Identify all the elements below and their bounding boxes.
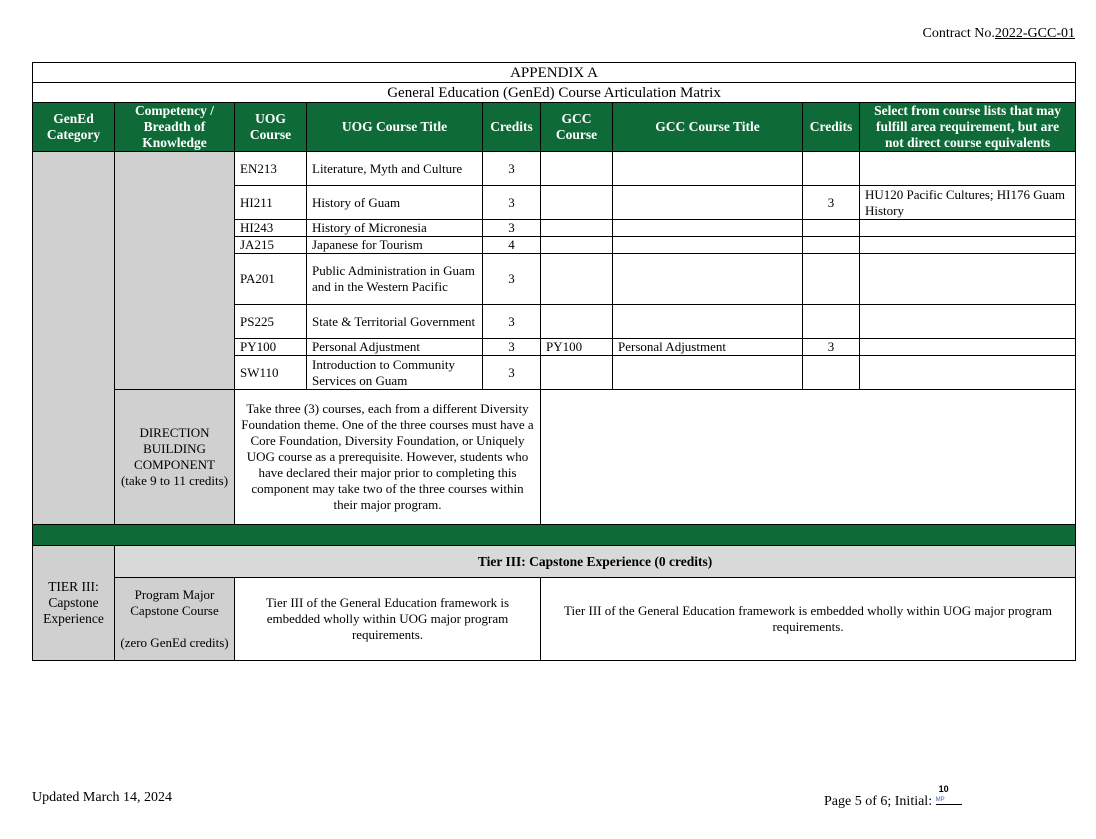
tier3-header-row: [33, 546, 1076, 578]
col-header-uog-title: UOG Course Title: [307, 103, 483, 152]
tier3-competency: [115, 578, 235, 661]
uog-credits: 3: [483, 152, 541, 186]
uog-title: Personal Adjustment: [307, 339, 483, 356]
page-number: [824, 784, 962, 810]
uog-title: History of Micronesia: [307, 220, 483, 237]
page-label: Page 5 of 6; Initial:: [824, 794, 933, 809]
gcc-credits: [803, 237, 860, 254]
initial-field: [935, 784, 962, 805]
col-header-gcc-title: GCC Course Title: [613, 103, 803, 152]
competency-cell: [115, 152, 235, 390]
gcc-credits: [803, 305, 860, 339]
select-list: [860, 254, 1076, 305]
uog-course: EN213: [235, 152, 307, 186]
col-header-gened-category: GenEd Category: [33, 103, 115, 152]
direction-building-label: DIRECTION BUILDING COMPONENT (take 9 to 11 credits): [115, 390, 235, 525]
tier3-uog-text: Tier III of the General Education framework is embedded wholly within UOG major program requirements.: [235, 578, 541, 661]
gcc-course: PY100: [541, 339, 613, 356]
initial-mark: 10: [938, 784, 949, 794]
uog-title: Japanese for Tourism: [307, 237, 483, 254]
gcc-course: [541, 186, 613, 220]
uog-title: History of Guam: [307, 186, 483, 220]
gcc-title: [613, 356, 803, 390]
col-header-gcc-course: GCC Course: [541, 103, 613, 152]
tier3-competency-line2: (zero GenEd credits): [120, 635, 229, 650]
uog-credits: 3: [483, 186, 541, 220]
select-list: [860, 356, 1076, 390]
gcc-course: [541, 220, 613, 237]
gcc-course: [541, 237, 613, 254]
uog-title: Introduction to Community Services on Guam: [307, 356, 483, 390]
appendix-title: APPENDIX A: [33, 63, 1076, 83]
gcc-title: [613, 305, 803, 339]
uog-credits: 3: [483, 356, 541, 390]
uog-title: Literature, Myth and Culture: [307, 152, 483, 186]
gcc-credits: 3: [803, 186, 860, 220]
gened-category-cell: [33, 152, 115, 525]
gcc-course: [541, 305, 613, 339]
gcc-course: [541, 356, 613, 390]
tier3-gcc-text: Tier III of the General Education framework is embedded wholly within UOG major program requirements.: [541, 578, 1076, 661]
gcc-title: Personal Adjustment: [613, 339, 803, 356]
articulation-matrix-table: [32, 62, 1076, 661]
gcc-credits: [803, 254, 860, 305]
gcc-title: [613, 237, 803, 254]
gcc-credits: [803, 220, 860, 237]
select-list: [860, 220, 1076, 237]
uog-title: State & Territorial Government: [307, 305, 483, 339]
initial-sub: MP: [935, 797, 945, 803]
select-list: [860, 152, 1076, 186]
uog-course: JA215: [235, 237, 307, 254]
select-list: [860, 237, 1076, 254]
col-header-uog-credits: Credits: [483, 103, 541, 152]
uog-course: PS225: [235, 305, 307, 339]
gcc-credits: [803, 356, 860, 390]
updated-date: Updated March 14, 2024: [32, 790, 172, 805]
uog-course: PA201: [235, 254, 307, 305]
select-list: [860, 305, 1076, 339]
gcc-title: [613, 220, 803, 237]
col-header-gcc-credits: Credits: [803, 103, 860, 152]
gcc-title: [613, 152, 803, 186]
col-header-select-lists: Select from course lists that may fulfill area requirement, but are not direct course equivalents: [860, 103, 1076, 152]
tier3-category: TIER III: Capstone Experience: [33, 546, 115, 661]
tier3-row: [33, 578, 1076, 661]
contract-label: Contract No.: [922, 26, 995, 41]
uog-title: Public Administration in Guam and in the Western Pacific: [307, 254, 483, 305]
select-list: HU120 Pacific Cultures; HI176 Guam History: [860, 186, 1076, 220]
contract-number-header: [923, 26, 1075, 42]
direction-building-empty: [541, 390, 1076, 525]
uog-credits: 3: [483, 305, 541, 339]
gcc-course: [541, 254, 613, 305]
uog-credits: 4: [483, 237, 541, 254]
matrix-title: General Education (GenEd) Course Articulation Matrix: [33, 83, 1076, 103]
direction-building-row: [33, 390, 1076, 525]
uog-course: HI211: [235, 186, 307, 220]
uog-credits: 3: [483, 339, 541, 356]
uog-credits: 3: [483, 254, 541, 305]
tier3-header: Tier III: Capstone Experience (0 credits): [115, 546, 1076, 578]
column-header-row: [33, 103, 1076, 152]
gcc-credits: [803, 152, 860, 186]
tier3-competency-line1: Program Major Capstone Course: [130, 587, 219, 618]
uog-course: SW110: [235, 356, 307, 390]
gcc-course: [541, 152, 613, 186]
direction-building-text: Take three (3) courses, each from a different Diversity Foundation theme. One of the three courses must have a Core Foundation, Diversity Foundation, or Uniquely UOG course as a prerequisite. However, students who have declared their major prior to completing this component may take two of the three courses within their major program.: [235, 390, 541, 525]
section-divider: [33, 525, 1076, 546]
select-list: [860, 339, 1076, 356]
contract-number: 2022-GCC-01: [994, 26, 1075, 41]
gcc-credits: 3: [803, 339, 860, 356]
table-row: [33, 152, 1076, 186]
uog-course: PY100: [235, 339, 307, 356]
gcc-title: [613, 186, 803, 220]
gcc-title: [613, 254, 803, 305]
uog-credits: 3: [483, 220, 541, 237]
col-header-uog-course: UOG Course: [235, 103, 307, 152]
col-header-competency: Competency / Breadth of Knowledge: [115, 103, 235, 152]
uog-course: HI243: [235, 220, 307, 237]
